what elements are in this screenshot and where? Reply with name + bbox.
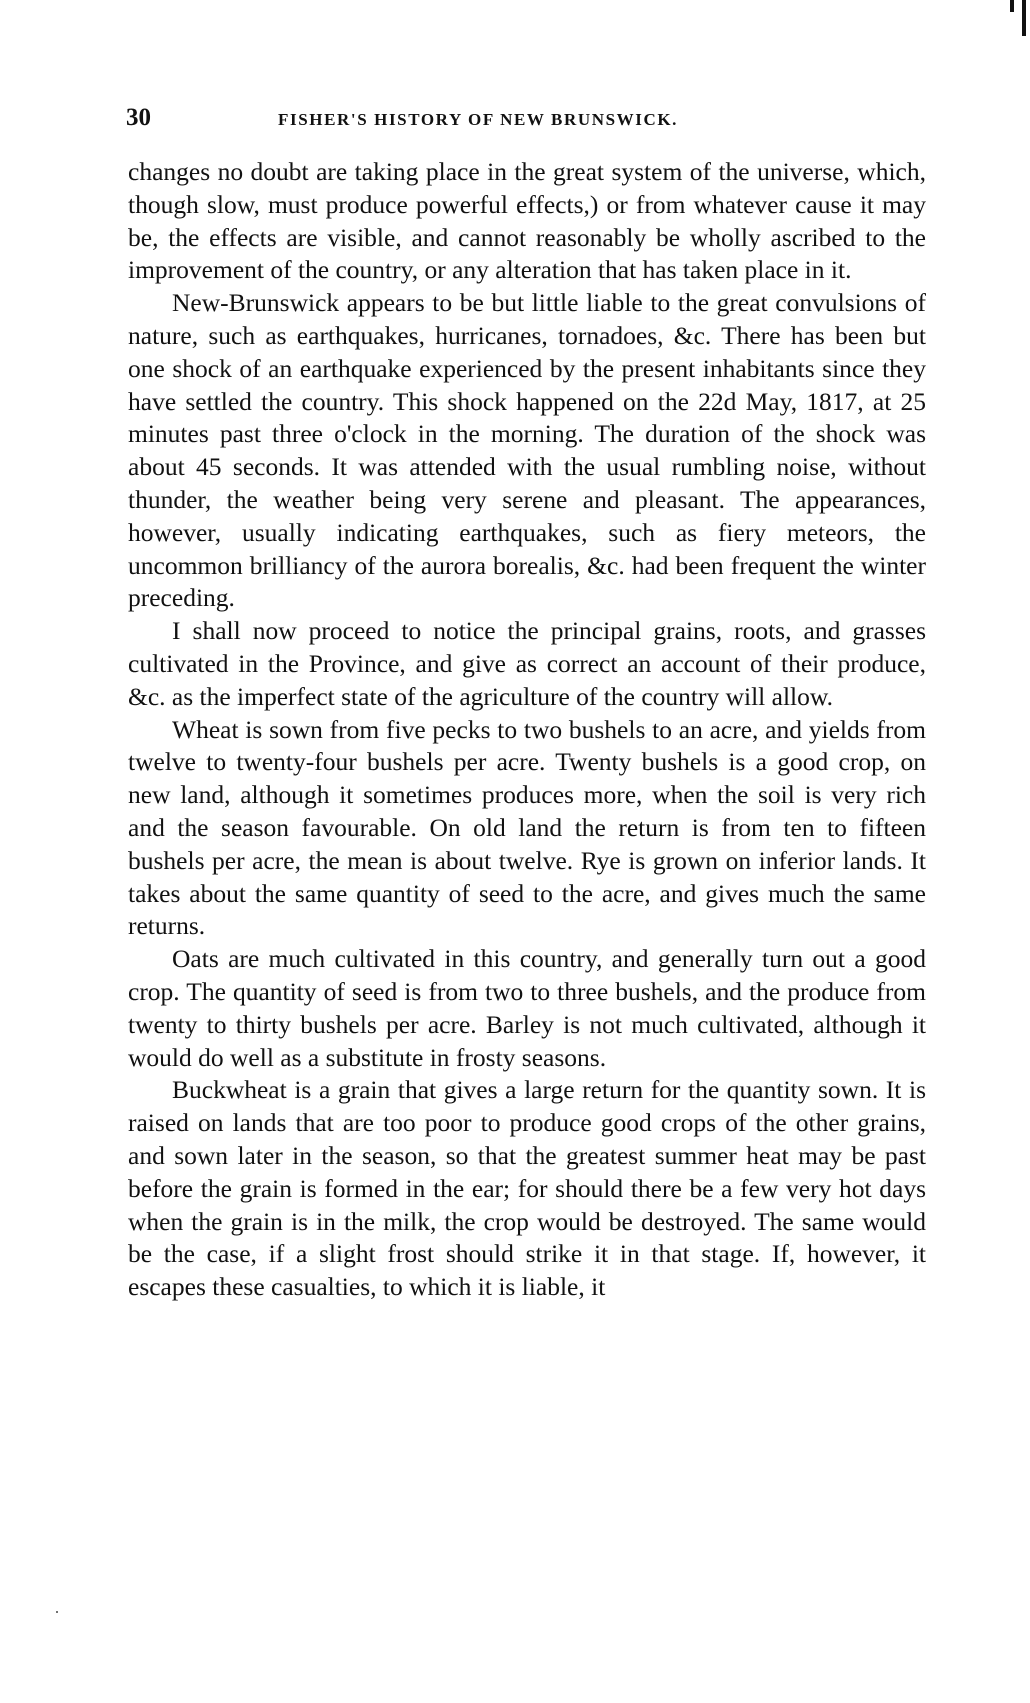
page-number: 30 [126, 104, 151, 131]
paragraph-grains-intro: I shall now proceed to notice the principal grains, roots, and grasses cultivated in the Province, and give as correct an account of their produce, &c. as the imperfect state of the agriculture of the country will allow. [128, 616, 926, 711]
paragraph-earthquake: New-Brunswick appears to be but little liable to the great convulsions of nature, such as earthquakes, hurricanes, tornadoes, &c. There has been but one shock of an earthquake experienced by the present inhabitants since they have settled the country. This shock happened on the 22d May, 1817, at 25 minutes past three o'clock in the morning. The duration of the shock was about 45 seconds. It was attended with the usual rumbling noise, without thunder, the weather being very serene and pleasant. The appearances, however, usually indicating earthquakes, such as fiery meteors, the uncommon brilliancy of the aurora borealis, &c. had been frequent the winter preceding. [128, 288, 926, 613]
page-edge-mark [1022, 0, 1026, 36]
paragraph-buckwheat: Buckwheat is a grain that gives a large return for the quantity sown. It is raised on lands that are too poor to produce good crops of the other grains, and sown later in the season, so that the greatest summer heat may be past before the grain is formed in the ear; for should there be a few very hot days when the grain is in the milk, the crop would be destroyed. The same would be the case, if a slight frost should strike it in that stage. If, however, it escapes these casualties, to which it is liable, it [128, 1075, 926, 1302]
paragraph-continuation: changes no doubt are taking place in the great system of the universe, which, though slow, must produce powerful effects,) or from whatever cause it may be, the effects are visible, and cannot reasonably be wholly ascribed to the improvement of the country, or any alteration that has taken place in it. [128, 157, 926, 285]
page-edge-mark [1010, 0, 1014, 12]
body-text [128, 156, 926, 1304]
running-head [126, 100, 926, 136]
paper-speck [56, 1611, 58, 1613]
paragraph-wheat: Wheat is sown from five pecks to two bushels to an acre, and yields from twelve to twenty-four bushels per acre. Twenty bushels is a good crop, on new land, although it sometimes produces more, when the soil is very rich and the season favourable. On old land the return is from ten to fifteen bushels per acre, the mean is about twelve. Rye is grown on inferior lands. It takes about the same quantity of seed to the acre, and gives much the same returns. [128, 714, 926, 941]
paragraph-oats: Oats are much cultivated in this country, and generally turn out a good crop. The quantity of seed is from two to three bushels, and the produce from twenty to thirty bushels per acre. Barley is not much cultivated, although it would do well as a substitute in frosty seasons. [128, 944, 926, 1072]
running-title: FISHER'S HISTORY OF NEW BRUNSWICK. [278, 110, 679, 129]
